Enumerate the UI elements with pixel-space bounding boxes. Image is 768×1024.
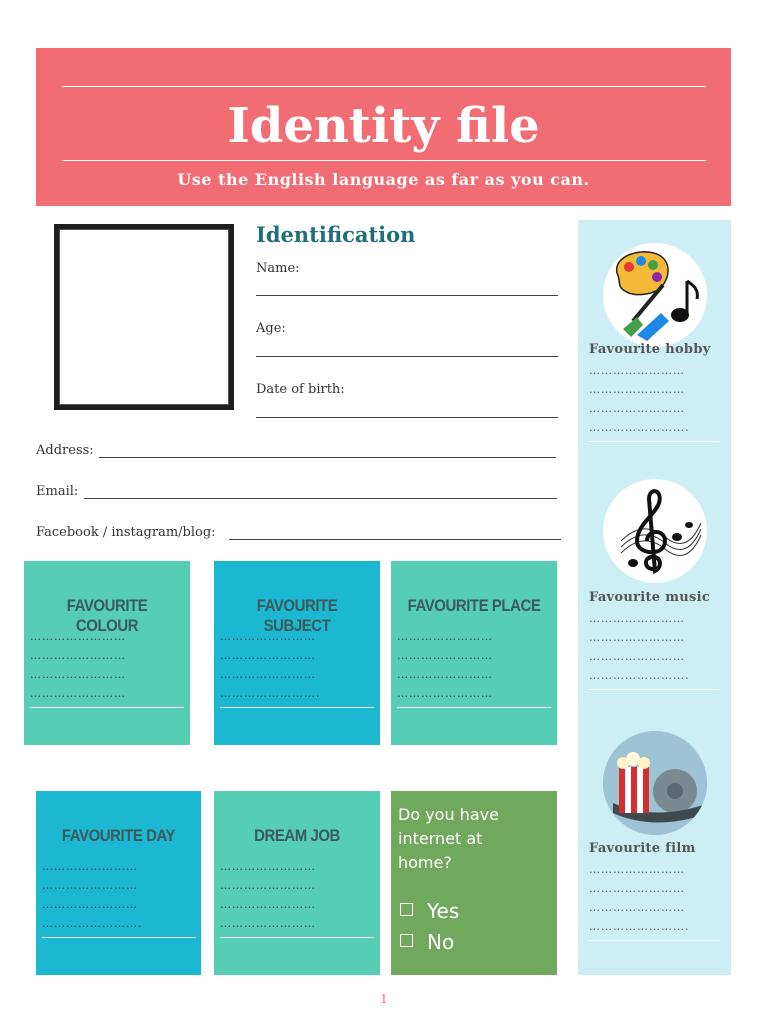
- dob-field[interactable]: [256, 417, 558, 418]
- email-field[interactable]: [84, 498, 557, 499]
- yes-checkbox[interactable]: [400, 903, 413, 916]
- favourite-subject-lines[interactable]: …………………… …………………… …………………… …………………….: [220, 630, 321, 700]
- film-divider: [589, 940, 719, 941]
- age-label: Age:: [256, 321, 286, 336]
- favourite-place-rule: [397, 707, 551, 708]
- favourite-colour-title: FAVOURITE COLOUR: [66, 596, 148, 635]
- favourite-subject-title: FAVOURITE SUBJECT: [256, 596, 338, 635]
- popcorn-film-icon: [603, 731, 707, 835]
- address-field[interactable]: [99, 457, 556, 458]
- favourite-day-lines[interactable]: …………………… …………………… …………………… …………………….: [42, 860, 143, 930]
- internet-question: Do you have internet at home?: [398, 805, 499, 872]
- favourite-music-lines[interactable]: …………………… …………………… …………………… …………………….: [589, 612, 690, 682]
- identification-heading: Identification: [256, 222, 416, 247]
- favourite-film-lines[interactable]: …………………… …………………… …………………… …………………….: [589, 863, 690, 933]
- favourite-subject-card: [214, 561, 380, 745]
- email-label: Email:: [36, 484, 79, 499]
- favourite-place-title: FAVOURITE PLACE: [407, 596, 541, 615]
- dream-job-rule: [220, 937, 374, 938]
- address-label: Address:: [36, 443, 94, 458]
- favourite-place-lines[interactable]: …………………… …………………… …………………… ……………………: [397, 630, 493, 700]
- dream-job-lines[interactable]: …………………… …………………… …………………… ……………………: [220, 860, 316, 930]
- age-field[interactable]: [256, 356, 558, 357]
- photo-frame[interactable]: [54, 224, 234, 410]
- favourite-music-label: Favourite music: [589, 590, 711, 605]
- page-number: 1: [380, 992, 388, 1006]
- dream-job-title: DREAM JOB: [254, 826, 340, 845]
- favourite-place-card: [391, 561, 557, 745]
- no-option[interactable]: [400, 930, 454, 954]
- name-field[interactable]: [256, 295, 558, 296]
- social-label: Facebook / instagram/blog:: [36, 525, 216, 540]
- dob-label: Date of birth:: [256, 382, 345, 397]
- header-banner: [36, 48, 731, 206]
- yes-label: Yes: [427, 899, 460, 923]
- yes-option[interactable]: [400, 899, 459, 923]
- favourite-colour-lines[interactable]: …………………… …………………… …………………… ……………………: [30, 630, 126, 700]
- dream-job-card: [214, 791, 380, 975]
- music-divider: [589, 689, 719, 690]
- favourite-hobby-lines[interactable]: …………………… …………………… …………………… …………………….: [589, 364, 690, 434]
- favourite-film-label: Favourite film: [589, 841, 696, 856]
- favourite-hobby-label: Favourite hobby: [589, 342, 711, 357]
- name-label: Name:: [256, 261, 300, 276]
- treble-clef-icon: [603, 479, 707, 583]
- page-title: Identity file: [227, 98, 540, 154]
- favourites-sidebar: [578, 220, 731, 975]
- header-bottom-rule: [62, 160, 706, 161]
- no-label: No: [427, 930, 455, 954]
- favourite-subject-rule: [220, 707, 374, 708]
- no-checkbox[interactable]: [400, 934, 413, 947]
- social-field[interactable]: [229, 539, 561, 540]
- internet-card: [391, 791, 557, 975]
- favourite-day-title: FAVOURITE DAY: [61, 826, 176, 845]
- palette-music-icon: [603, 243, 707, 347]
- favourite-day-rule: [42, 937, 196, 938]
- hobby-divider: [589, 441, 719, 442]
- favourite-colour-rule: [30, 707, 184, 708]
- favourite-day-card: [36, 791, 201, 975]
- header-top-rule: [62, 86, 706, 87]
- page-subtitle: Use the English language as far as you can.: [177, 170, 590, 189]
- favourite-colour-card: [24, 561, 190, 745]
